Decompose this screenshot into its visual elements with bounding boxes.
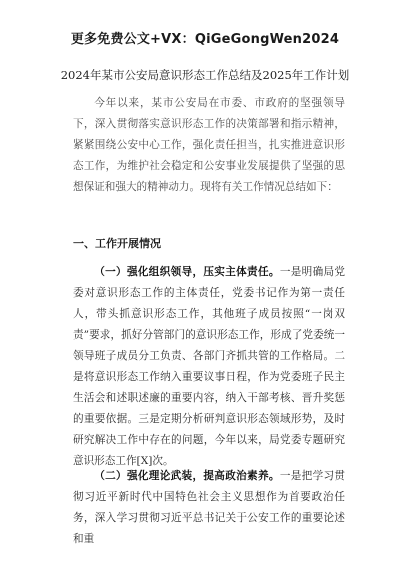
paragraph-theory — [73, 466, 345, 550]
section-heading-work-status: 一、工作开展情况 — [73, 237, 161, 250]
document-title: 2024年某市公安局意识形态工作总结及2025年工作计划 — [60, 68, 350, 82]
intro-paragraph: 今年以来，某市公安局在市委、市政府的坚强领导下，深入贯彻落实意识形态工作的决策部署和指示精神，紧紧围绕公安中心工作，强化责任担当，扎实推进意识形态工作，为维护社会稳定和公安事业发展提供了坚强的思想保证和强大的精神动力。现将有关工作情况总结如下： — [73, 97, 345, 193]
promo-header: 更多免费公文+VX：QiGeGongWen2024 — [70, 32, 340, 47]
paragraph-body: 一是把学习贯彻习近平新时代中国特色社会主义思想作为首要政治任务，深入学习贯彻习近平总书记关于公安工作的重要论述和重 — [73, 470, 346, 545]
paragraph-lead: （一）强化组织领导，压实主体责任。 — [94, 266, 280, 278]
paragraph-organization — [73, 262, 345, 472]
paragraph-body: 一是明确局党委对意识形态工作的主体责任，党委书记作为第一责任人，带头抓意识形态工作，其他班子成员按照“一岗双责”要求，抓好分管部门的意识形态工作，形成了党委统一领导班子成员分工负责、各部门齐抓共管的工作格局。二是将意识形态工作纳入重要议事日程，作为党委班子民主生活会和述职述廉的重要内容，纳入干部考核、晋升奖惩的重要依据。三是定期分析研判意识形态领域形势，及时研究解决工作中存在的问题，今年以来，局党委专题研究意识形态工作[X]次。 — [73, 266, 346, 467]
paragraph-lead: （二）强化理论武装，提高政治素养。 — [94, 470, 280, 482]
